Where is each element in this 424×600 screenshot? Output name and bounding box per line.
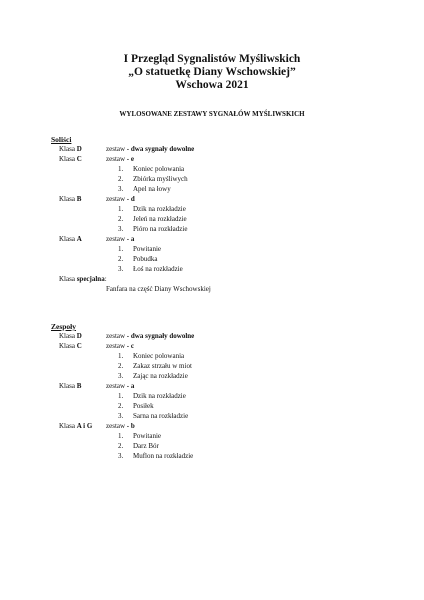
title-line-3: Wschowa 2021	[175, 79, 249, 91]
set-label: zestaw - e	[106, 155, 134, 163]
list-item: 3. Zając na rozkładzie	[118, 372, 188, 380]
list-item: 3. Pióro na rozkładzie	[118, 225, 188, 233]
list-item: 1. Dzik na rozkładzie	[118, 392, 186, 400]
set-label: zestaw - a	[106, 235, 135, 243]
title-line-1: I Przegląd Sygnalistów Myśliwskich	[123, 53, 301, 65]
list-item: 1. Koniec polowania	[118, 352, 185, 360]
list-item: 2. Pobudka	[118, 255, 158, 263]
class-label: Klasa C	[59, 342, 82, 350]
set-label: zestaw - d	[106, 195, 135, 203]
class-label: Klasa B	[59, 195, 82, 203]
set-label: zestaw - c	[106, 342, 134, 350]
list-item: 3. Apel na łowy	[118, 185, 171, 193]
list-item: 1. Koniec polowania	[118, 165, 185, 173]
title-line-2: „O statuetkę Diany Wschowskiej”	[128, 66, 296, 78]
list-item: 2. Zbiórka myśliwych	[118, 175, 188, 183]
subtitle: WYLOSOWANE ZESTAWY SYGNAŁÓW MYŚLIWSKICH	[119, 110, 305, 118]
section-heading-solisci: Soliści	[51, 135, 72, 144]
class-label: Klasa D	[59, 145, 82, 153]
list-item: 3. Sarna na rozkładzie	[118, 412, 189, 420]
list-item: 1. Dzik na rozkładzie	[118, 205, 186, 213]
list-item: 2. Zakaz strzału w miot	[118, 362, 192, 370]
set-label: zestaw - b	[106, 422, 135, 430]
section-heading-zespoly: Zespoły	[51, 322, 77, 331]
class-label-special: Klasa specjalna:	[59, 275, 107, 283]
class-label: Klasa C	[59, 155, 82, 163]
list-item: 3. Łoś na rozkładzie	[118, 265, 183, 273]
class-label: Klasa D	[59, 332, 82, 340]
set-label: zestaw - dwa sygnały dowolne	[106, 332, 195, 340]
set-label: zestaw - dwa sygnały dowolne	[106, 145, 195, 153]
list-item: 1. Powitanie	[118, 245, 161, 253]
list-item: 2. Posiłek	[118, 402, 154, 410]
list-item: 1. Powitanie	[118, 432, 161, 440]
list-item: 3. Muflon na rozkładzie	[118, 452, 194, 460]
set-label: zestaw - a	[106, 382, 135, 390]
class-label: Klasa A i G	[59, 422, 93, 430]
list-item: 2. Darz Bór	[118, 442, 159, 450]
class-label: Klasa B	[59, 382, 82, 390]
special-piece: Fanfara na część Diany Wschowskiej	[106, 285, 211, 293]
list-item: 2. Jeleń na rozkładzie	[118, 215, 187, 223]
class-label: Klasa A	[59, 235, 82, 243]
